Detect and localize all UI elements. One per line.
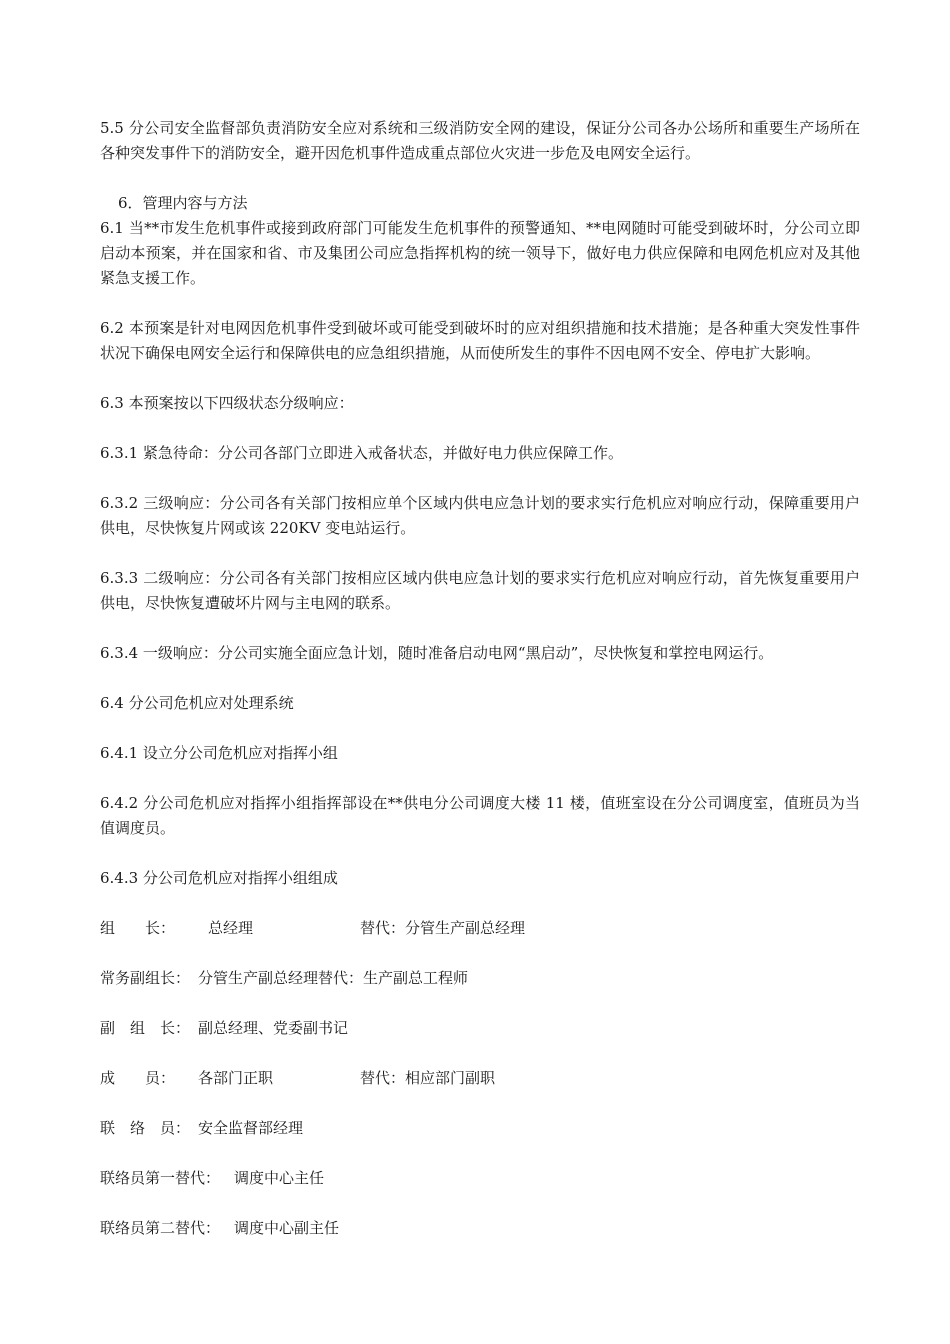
member-name: 调度中心主任 xyxy=(234,1169,325,1187)
member-name: 安全监督部经理 xyxy=(198,1119,304,1137)
paragraph-6-3-2: 6.3.2 三级响应：分公司各有关部门按相应单个区域内供电应急计划的要求实行危机应对响应行动，保障重要用户供电，尽快恢复片网或该 220KV 变电站运行。 xyxy=(100,494,860,537)
paragraph-6-2: 6.2 本预案是针对电网因危机事件受到破坏或可能受到破坏时的应对组织措施和技术措施；是各种重大突发性事件状况下确保电网安全运行和保障供电的应急组织措施，从而使所发生的事件不因电网不安全、停电扩大影响。 xyxy=(100,319,860,362)
paragraph-6-4-3: 6.4.3 分公司危机应对指挥小组组成 xyxy=(100,869,338,887)
paragraph-6-1: 6.1 当**市发生危机事件或接到政府部门可能发生危机事件的预警通知、**电网随时可能受到破坏时，分公司立即启动本预案，并在国家和省、市及集团公司应急指挥机构的统一领导下，做好电力供应保障和电网危机应对及其他紧急支援工作。 xyxy=(100,219,860,287)
paragraph-6-3-3: 6.3.3 二级响应：分公司各有关部门按相应区域内供电应急计划的要求实行危机应对响应行动，首先恢复重要用户供电，尽快恢复遭破坏片网与主电网的联系。 xyxy=(100,569,860,612)
member-row-liaison xyxy=(100,1116,860,1141)
paragraph-6-4: 6.4 分公司危机应对处理系统 xyxy=(100,694,294,712)
member-role: 副 组 长： xyxy=(100,1019,191,1037)
member-name: 各部门正职 xyxy=(198,1069,274,1087)
member-row-liaison-sub-2 xyxy=(100,1216,860,1241)
member-row-deputy xyxy=(100,1016,860,1041)
paragraph-6-3: 6.3 本预案按以下四级状态分级响应： xyxy=(100,394,354,412)
member-name: 总经理 xyxy=(208,919,254,937)
paragraph-6-3-4: 6.3.4 一级响应：分公司实施全面应急计划，随时准备启动电网“黑启动”，尽快恢复和掌控电网运行。 xyxy=(100,644,774,662)
member-role: 成 员： xyxy=(100,1069,176,1087)
section-heading-6: 6．管理内容与方法 xyxy=(118,194,248,212)
member-name: 分管生产副总经理替代：生产副总工程师 xyxy=(198,969,469,987)
member-substitute: 替代：分管生产副总经理 xyxy=(360,919,526,937)
member-role: 组 长： xyxy=(100,919,176,937)
member-name: 副总经理、党委副书记 xyxy=(198,1019,349,1037)
member-row-leader xyxy=(100,916,860,941)
member-row-liaison-sub-1 xyxy=(100,1166,860,1191)
member-role: 联络员第二替代： xyxy=(100,1219,221,1237)
member-row-members xyxy=(100,1066,860,1091)
member-role: 联 络 员： xyxy=(100,1119,191,1137)
paragraph-5-5: 5.5 分公司安全监督部负责消防安全应对系统和三级消防安全网的建设，保证分公司各办公场所和重要生产场所在各种突发事件下的消防安全，避开因危机事件造成重点部位火灾进一步危及电网安全运行。 xyxy=(100,119,860,162)
member-name: 调度中心副主任 xyxy=(234,1219,340,1237)
paragraph-6-4-2: 6.4.2 分公司危机应对指挥小组指挥部设在**供电分公司调度大楼 11 楼，值班室设在分公司调度室，值班员为当值调度员。 xyxy=(100,794,860,837)
member-substitute: 替代：相应部门副职 xyxy=(360,1069,496,1087)
paragraph-6-4-1: 6.4.1 设立分公司危机应对指挥小组 xyxy=(100,744,338,762)
document-page xyxy=(100,116,860,1266)
member-role: 联络员第一替代： xyxy=(100,1169,221,1187)
paragraph-6-3-1: 6.3.1 紧急待命：分公司各部门立即进入戒备状态，并做好电力供应保障工作。 xyxy=(100,444,623,462)
member-role: 常务副组长： xyxy=(100,969,191,987)
member-row-executive-deputy xyxy=(100,966,860,991)
